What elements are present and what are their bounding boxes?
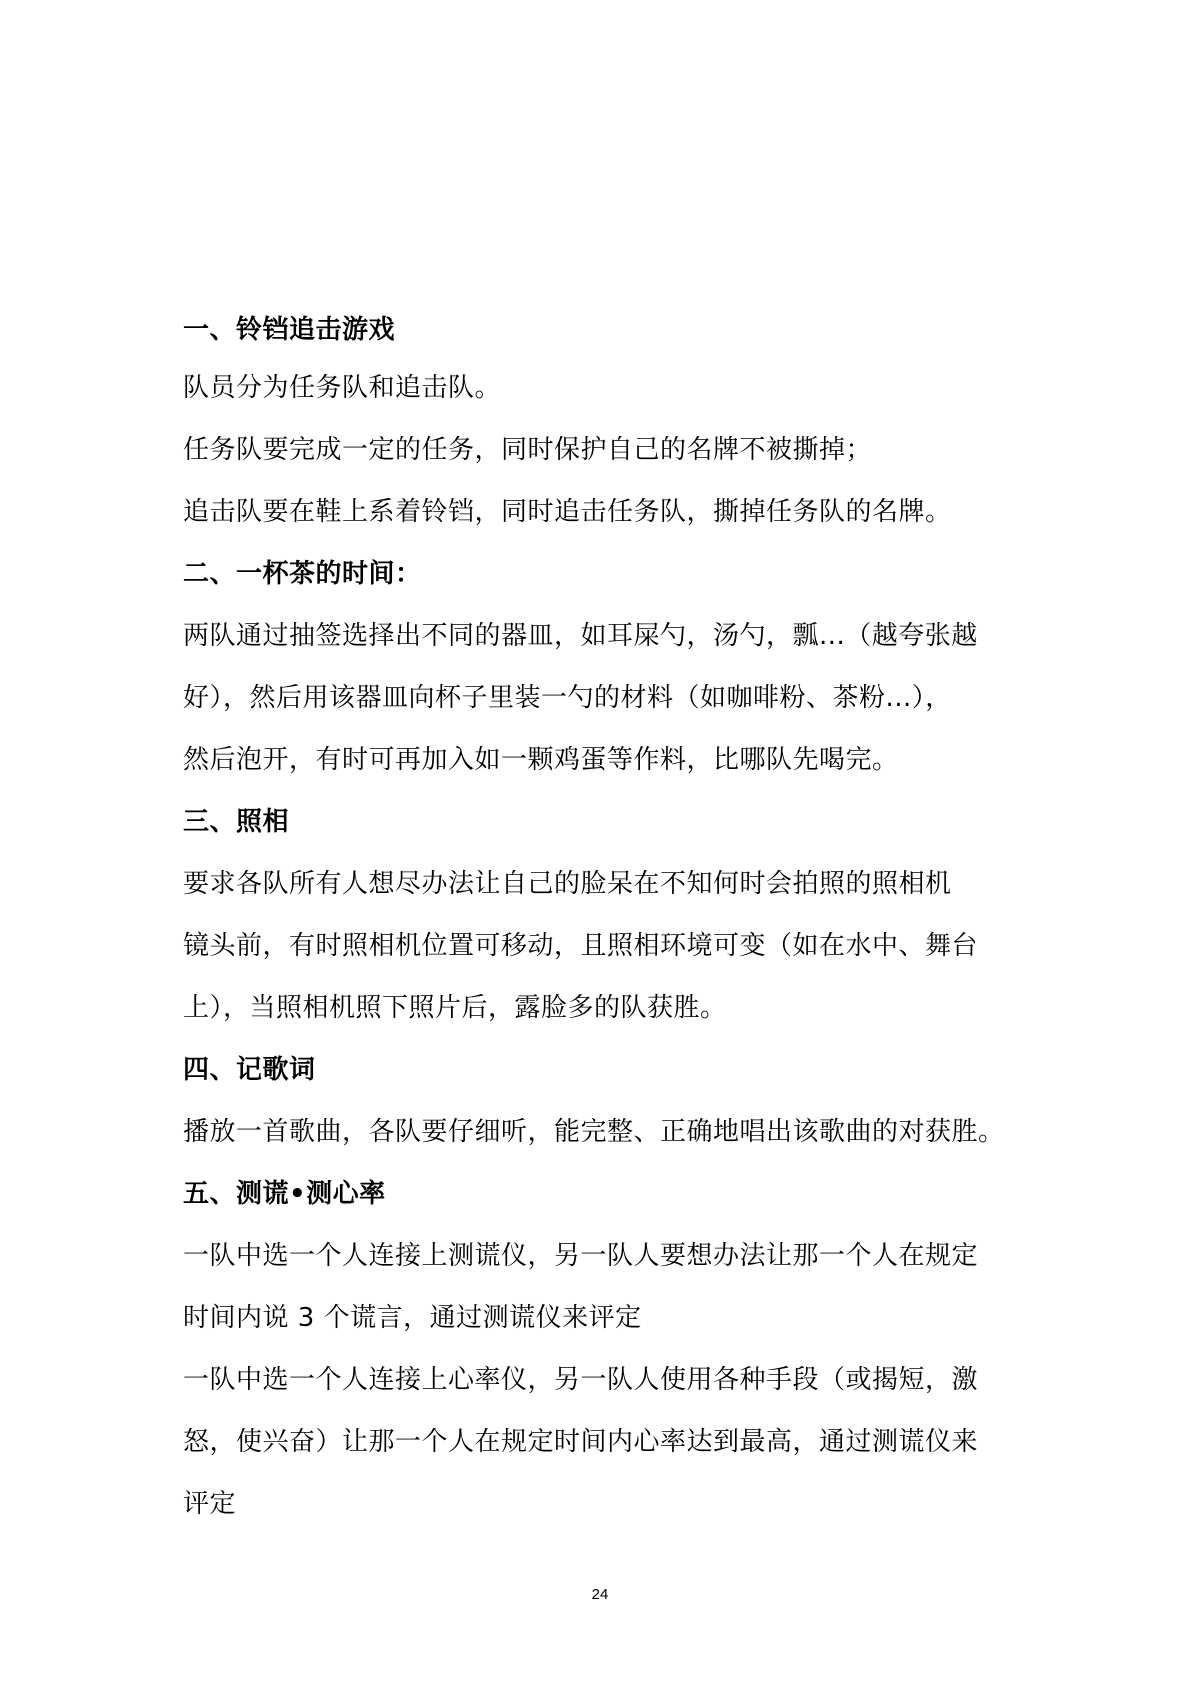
- paragraph-line: 一队中选一个人连接上心率仪，另一队人使用各种手段（或揭短，激: [183, 1365, 979, 1395]
- paragraph-line: 怒，使兴奋）让那一个人在规定时间内心率达到最高，通过测谎仪来: [183, 1427, 979, 1457]
- page-number: 24: [591, 1586, 609, 1603]
- paragraph-line: 追击队要在鞋上系着铃铛，同时追击任务队，撕掉任务队的名牌。: [183, 497, 952, 527]
- paragraph-line: 上），当照相机照下照片后，露脸多的队获胜。: [183, 993, 727, 1023]
- paragraph-line: 一队中选一个人连接上测谎仪，另一队人要想办法让那一个人在规定: [183, 1241, 979, 1271]
- paragraph-line: 好），然后用该器皿向杯子里装一勺的材料（如咖啡粉、茶粉...），: [183, 683, 952, 713]
- section-heading-4: 四、记歌词: [183, 1055, 316, 1085]
- section-heading-1: 一、铃铛追击游戏: [183, 315, 396, 345]
- section-heading-5: 五、测谎•测心率: [183, 1179, 386, 1209]
- paragraph-line: 镜头前，有时照相机位置可移动，且照相环境可变（如在水中、舞台: [183, 931, 979, 961]
- paragraph-line: 评定: [183, 1489, 237, 1519]
- paragraph-line: 两队通过抽签选择出不同的器皿，如耳屎勺，汤勺，瓢...（越夸张越: [183, 621, 978, 651]
- section-heading-3: 三、照相: [183, 807, 290, 837]
- paragraph-line: 要求各队所有人想尽办法让自己的脸呆在不知何时会拍照的照相机: [183, 869, 952, 899]
- section-heading-2: 二、一杯茶的时间：: [183, 559, 422, 589]
- paragraph-line: 任务队要完成一定的任务，同时保护自己的名牌不被撕掉；: [183, 435, 873, 465]
- paragraph-line: 播放一首歌曲，各队要仔细听，能完整、正确地唱出该歌曲的对获胜。: [183, 1117, 1005, 1147]
- paragraph-line: 时间内说 3 个谎言，通过测谎仪来评定: [183, 1303, 642, 1333]
- paragraph-line: 然后泡开，有时可再加入如一颗鸡蛋等作料，比哪队先喝完。: [183, 745, 899, 775]
- paragraph-line: 队员分为任务队和追击队。: [183, 373, 502, 403]
